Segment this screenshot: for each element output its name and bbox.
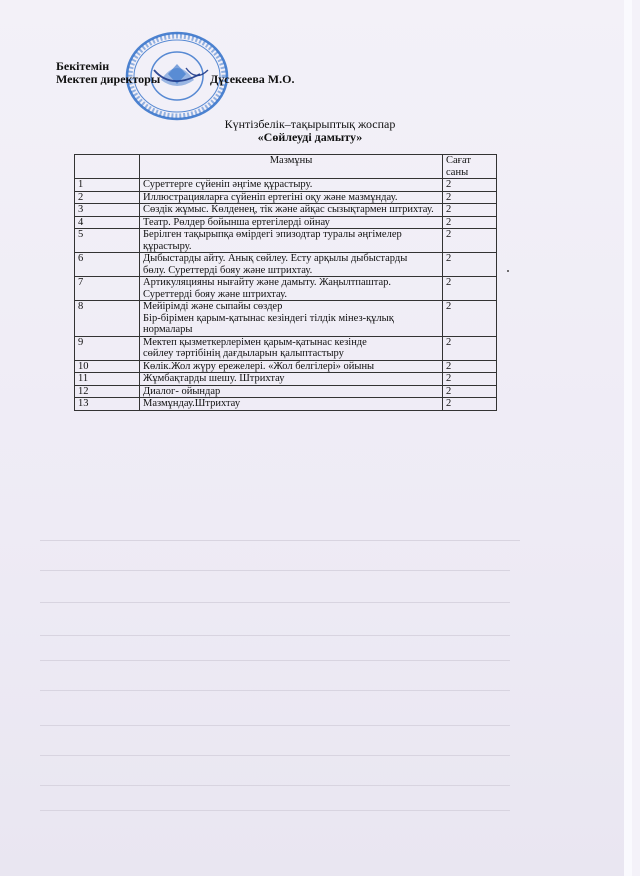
- row-number: 8: [75, 301, 140, 337]
- row-number: 5: [75, 229, 140, 253]
- row-hours: 2: [443, 360, 497, 373]
- row-content: Иллюстрацияларға сүйеніп ертегіні оқу және мазмұндау.: [140, 191, 443, 204]
- page-edge: [624, 0, 632, 876]
- row-content: Суреттерге сүйеніп әңгіме құрастыру.: [140, 179, 443, 192]
- approve-label: Бекітемін: [56, 59, 110, 73]
- table-row: [75, 398, 497, 411]
- director-name: Дүсекеева М.О.: [210, 72, 295, 86]
- row-content: Мазмұндау.Штрихтау: [140, 398, 443, 411]
- table-row: [75, 229, 497, 253]
- director-label: Мектеп директоры: [56, 72, 161, 86]
- row-number: 1: [75, 179, 140, 192]
- row-hours: 2: [443, 204, 497, 217]
- row-number: 9: [75, 336, 140, 360]
- row-hours: 2: [443, 253, 497, 277]
- row-hours: 2: [443, 301, 497, 337]
- approval-block: [56, 59, 295, 86]
- table-row: [75, 277, 497, 301]
- row-number: 10: [75, 360, 140, 373]
- table-header-row: [75, 155, 497, 179]
- row-number: 4: [75, 216, 140, 229]
- table-row: [75, 336, 497, 360]
- row-hours: 2: [443, 216, 497, 229]
- row-hours: 2: [443, 179, 497, 192]
- table-row: [75, 216, 497, 229]
- table-row: [75, 191, 497, 204]
- row-hours: 2: [443, 385, 497, 398]
- table-row: [75, 179, 497, 192]
- show-through-lines: [40, 540, 520, 840]
- row-content: Сөздік жұмыс. Көлденең, тік және айқас сызықтармен штрихтау.: [140, 204, 443, 217]
- row-hours: 2: [443, 277, 497, 301]
- row-content: Көлік.Жол жүру ережелері. «Жол белгілері» ойыны: [140, 360, 443, 373]
- row-number: 6: [75, 253, 140, 277]
- plan-title: Күнтізбелік–тақырыптық жоспар: [224, 117, 396, 131]
- row-content: Берілген тақырыпқа өмірдегі эпизодтар туралы әңгімелер құрастыру.: [140, 229, 443, 253]
- row-hours: 2: [443, 191, 497, 204]
- row-content: Диалог- ойындар: [140, 385, 443, 398]
- table-row: [75, 204, 497, 217]
- row-hours: 2: [443, 398, 497, 411]
- table-row: [75, 360, 497, 373]
- row-number: 3: [75, 204, 140, 217]
- plan-subject: «Сөйлеуді дамыту»: [257, 130, 363, 144]
- speck: [507, 270, 509, 272]
- row-content: Мектеп қызметкерлерімен қарым-қатынас кезінде сөйлеу тәртібінің дағдыларын қалыптастыру: [140, 336, 443, 360]
- row-content: Артикуляцияны нығайту және дамыту. Жаңылтпаштар. Суреттерді бояу және штрихтау.: [140, 277, 443, 301]
- row-hours: 2: [443, 229, 497, 253]
- row-content: Жұмбақтарды шешу. Штрихтау: [140, 373, 443, 386]
- table-row: [75, 373, 497, 386]
- row-number: 11: [75, 373, 140, 386]
- header-content: Мазмұны: [140, 155, 443, 179]
- table-row: [75, 253, 497, 277]
- header-number: [75, 155, 140, 179]
- row-hours: 2: [443, 336, 497, 360]
- header-hours: Сағат саны: [443, 155, 497, 179]
- row-content: Театр. Рөлдер бойынша ертегілерді ойнау: [140, 216, 443, 229]
- row-number: 12: [75, 385, 140, 398]
- row-number: 7: [75, 277, 140, 301]
- row-content: Дыбыстарды айту. Анық сөйлеу. Есту арқылы дыбыстарды бөлу. Суреттерді бояу және штрихтау.: [140, 253, 443, 277]
- plan-table: [74, 154, 497, 411]
- table-row: [75, 385, 497, 398]
- row-number: 13: [75, 398, 140, 411]
- row-content: Мейірімді және сыпайы сөздер Бір-бірімен қарым-қатынас кезіндегі тілдік мінез-құлық нормалары: [140, 301, 443, 337]
- row-hours: 2: [443, 373, 497, 386]
- table-row: [75, 301, 497, 337]
- row-number: 2: [75, 191, 140, 204]
